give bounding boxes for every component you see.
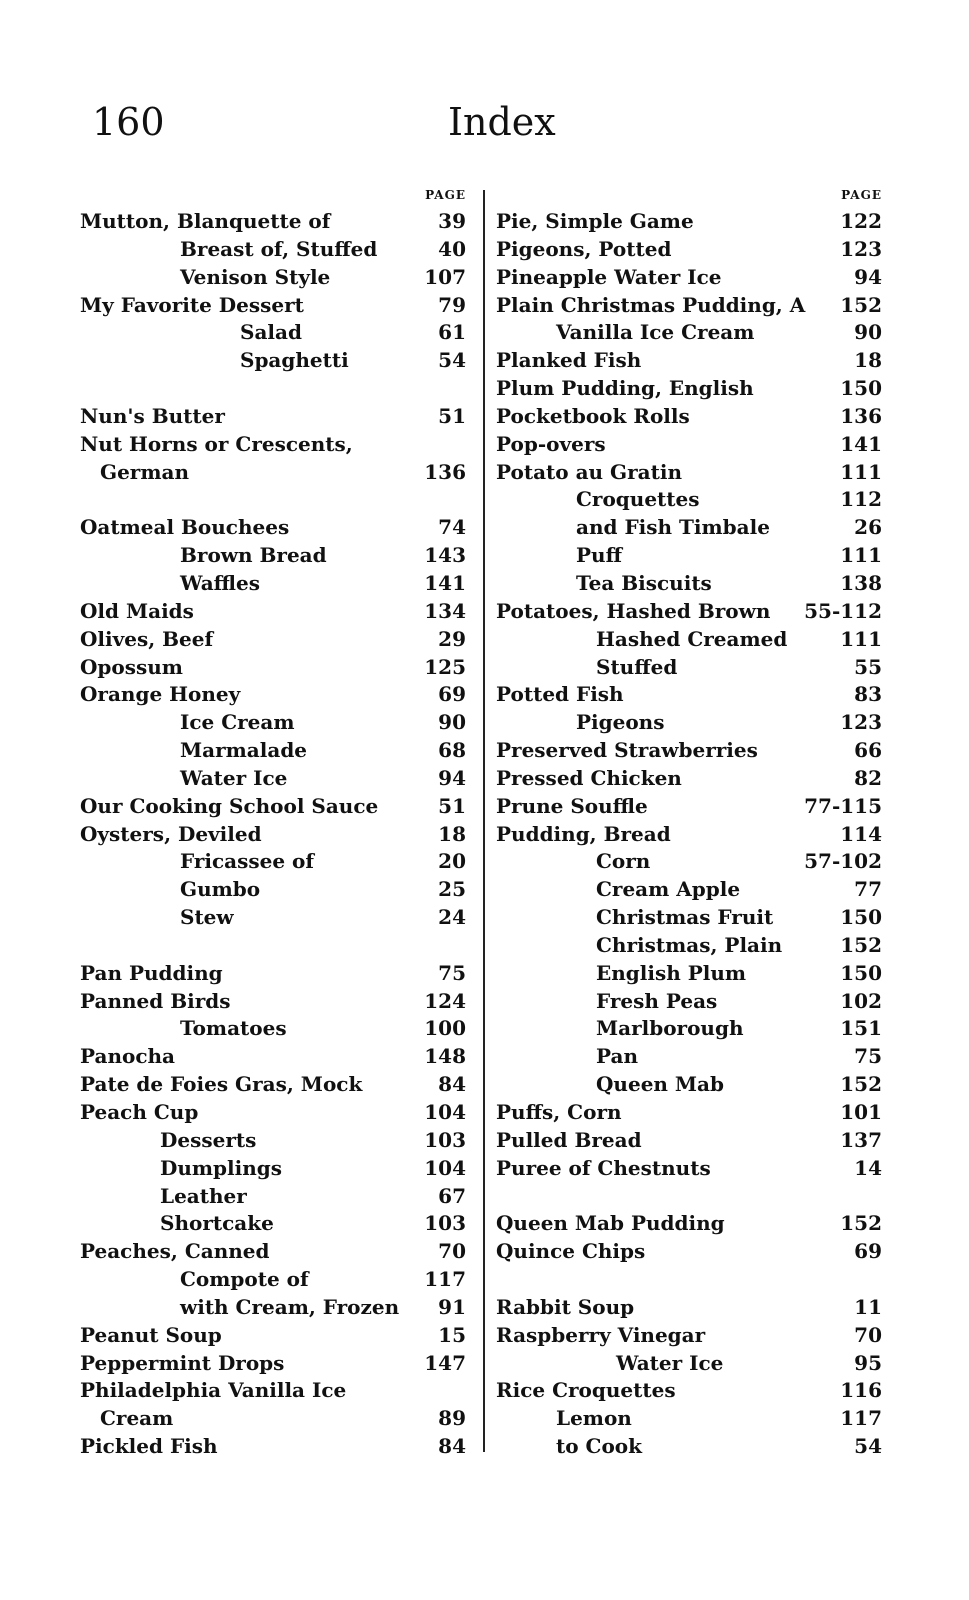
entry-page: 18: [438, 821, 466, 846]
entry-page: 79: [438, 292, 466, 317]
entry-page: 26: [854, 515, 882, 540]
index-entry: [80, 988, 472, 1016]
index-entry: [80, 821, 472, 849]
entry-page: 69: [438, 682, 466, 707]
entry-text: Rabbit Soup: [496, 1294, 635, 1319]
entry-text: Pan Pudding: [80, 960, 223, 985]
entry-page: 66: [854, 738, 882, 763]
index-entry: [496, 1210, 888, 1238]
entry-page: 11: [854, 1294, 882, 1319]
entry-text: Oatmeal Bouchees: [80, 515, 290, 540]
index-entry: [80, 1043, 472, 1071]
entry-page: 101: [840, 1100, 882, 1124]
entry-page: 14: [854, 1155, 882, 1180]
entry-text: Tomatoes: [180, 1016, 287, 1041]
index-entry: [80, 514, 472, 542]
entry-text: Ice Cream: [180, 710, 295, 735]
index-entry: [80, 208, 472, 236]
entry-text: Hashed Creamed: [596, 626, 788, 651]
entry-page: 104: [424, 1100, 466, 1124]
index-entry: [496, 1294, 888, 1322]
index-entry: [496, 960, 888, 988]
entry-page: 141: [424, 570, 466, 595]
entry-page: 150: [840, 376, 882, 401]
entry-page: 70: [438, 1239, 466, 1264]
entry-text: Brown Bread: [180, 543, 327, 568]
entry-text: Panocha: [80, 1044, 176, 1069]
index-entry: [496, 1322, 888, 1350]
entry-page: 95: [854, 1350, 882, 1375]
entry-text: Potatoes, Hashed Brown: [496, 598, 771, 623]
index-entry: [496, 292, 888, 320]
entry-text: Croquettes: [576, 487, 700, 512]
entry-text: Nut Horns or Crescents,: [80, 431, 353, 456]
entry-text: Puff: [576, 543, 622, 568]
entry-text: Christmas Fruit: [596, 905, 774, 930]
index-entry: [80, 403, 472, 431]
entry-page: 111: [840, 459, 882, 484]
index-entry: [496, 1350, 888, 1378]
entry-text: Peppermint Drops: [80, 1350, 285, 1375]
index-entry: [80, 598, 472, 626]
index-entry: [80, 1155, 472, 1183]
entry-text: Dumplings: [160, 1155, 283, 1180]
entry-page: 141: [840, 431, 882, 456]
index-entry: [496, 319, 888, 347]
index-entry: [80, 709, 472, 737]
index-entry: [496, 598, 888, 626]
entry-text: Peach Cup: [80, 1100, 199, 1124]
index-entry: [80, 1405, 472, 1433]
index-entry: [80, 681, 472, 709]
index-entry: [496, 403, 888, 431]
entry-text: Cream: [100, 1406, 174, 1431]
entry-text: Queen Mab: [596, 1072, 724, 1097]
entry-page: 91: [438, 1294, 466, 1319]
index-entry: [496, 1405, 888, 1433]
entry-page: 103: [424, 1127, 466, 1152]
index-entry: [496, 988, 888, 1016]
entry-text: German: [100, 459, 190, 484]
entry-text: Pigeons: [576, 710, 665, 735]
entry-page: 107: [424, 264, 466, 289]
entry-page: 75: [854, 1044, 882, 1069]
entry-page: 51: [438, 793, 466, 818]
index-entry: [80, 1377, 472, 1405]
index-entry: [496, 1155, 888, 1183]
entry-page: 148: [424, 1044, 466, 1069]
index-entry: [496, 681, 888, 709]
entry-page: 29: [438, 626, 466, 651]
entry-text: Leather: [160, 1183, 247, 1208]
index-entry: [80, 848, 472, 876]
entry-page: 137: [840, 1127, 882, 1152]
entry-text: Potted Fish: [496, 682, 624, 707]
entry-page: 20: [438, 849, 466, 874]
entry-text: Spaghetti: [240, 348, 349, 373]
entry-text: Lemon: [556, 1406, 632, 1431]
index-entry: [496, 264, 888, 292]
entry-page: 112: [840, 487, 882, 512]
entry-text: Panned Birds: [80, 988, 231, 1013]
index-entry: [496, 375, 888, 403]
index-entry: [80, 904, 472, 932]
entry-page: 124: [424, 988, 466, 1013]
index-entry: [496, 486, 888, 514]
entry-page: 111: [840, 626, 882, 651]
entry-text: Gumbo: [180, 877, 261, 902]
index-entry: [496, 1099, 888, 1127]
entry-text: Quince Chips: [496, 1239, 646, 1264]
index-entry: [496, 1015, 888, 1043]
entry-page: 136: [424, 459, 466, 484]
index-entry: [496, 848, 888, 876]
entry-page: 84: [438, 1434, 466, 1459]
entry-page: 25: [438, 877, 466, 902]
index-entry: [496, 514, 888, 542]
entry-page: 94: [854, 264, 882, 289]
index-entry: [496, 1266, 888, 1294]
entry-page: 39: [438, 209, 466, 233]
index-entry: [80, 1127, 472, 1155]
index-entry: [80, 431, 472, 459]
index-entry: [496, 1183, 888, 1211]
index-entry: [80, 264, 472, 292]
entry-text: Peaches, Canned: [80, 1239, 270, 1264]
entry-text: Peanut Soup: [80, 1322, 222, 1347]
index-entry: [80, 292, 472, 320]
index-entry: [80, 626, 472, 654]
entry-text: Fresh Peas: [596, 988, 718, 1013]
index-entry: [80, 236, 472, 264]
entry-page: 40: [438, 236, 466, 261]
column-divider: [483, 190, 485, 1452]
entry-text: English Plum: [596, 960, 747, 985]
entry-text: Water Ice: [616, 1350, 724, 1375]
index-entry: [80, 1071, 472, 1099]
entry-page: 136: [840, 403, 882, 428]
entry-text: Our Cooking School Sauce: [80, 793, 379, 818]
index-entry: [496, 347, 888, 375]
entry-text: Raspberry Vinegar: [496, 1322, 706, 1347]
index-entry: [496, 431, 888, 459]
index-entry: [496, 626, 888, 654]
entry-text: Pulled Bread: [496, 1127, 642, 1152]
entry-page: 75: [438, 960, 466, 985]
entry-text: to Cook: [556, 1434, 642, 1459]
index-entry: [496, 236, 888, 264]
entry-page: 116: [840, 1378, 882, 1403]
entry-page: 122: [840, 209, 882, 233]
index-entry: [80, 737, 472, 765]
index-entry: [80, 1294, 472, 1322]
entry-text: and Fish Timbale: [576, 515, 770, 540]
entry-page: 150: [840, 960, 882, 985]
entry-text: Pigeons, Potted: [496, 236, 672, 261]
entry-text: Breast of, Stuffed: [180, 236, 378, 261]
entry-page: 55: [854, 654, 882, 679]
index-entry: [496, 876, 888, 904]
entry-text: Pate de Foies Gras, Mock: [80, 1072, 363, 1097]
entry-page: 18: [854, 348, 882, 373]
entry-page: 117: [840, 1406, 882, 1431]
index-entry: [496, 1377, 888, 1405]
index-entry: [80, 319, 472, 347]
entry-text: Oysters, Deviled: [80, 821, 262, 846]
entry-page: 147: [424, 1350, 466, 1375]
entry-text: Compote of: [180, 1267, 309, 1292]
index-entry: [80, 1238, 472, 1266]
index-entry: [80, 1015, 472, 1043]
entry-page: 114: [840, 821, 882, 846]
index-entry: [496, 570, 888, 598]
entry-text: Plum Pudding, English: [496, 376, 754, 401]
index-entry: [80, 1099, 472, 1127]
entry-page: 70: [854, 1322, 882, 1347]
entry-page: 150: [840, 905, 882, 930]
index-entry: [80, 459, 472, 487]
entry-text: Christmas, Plain: [596, 932, 783, 957]
entry-page: 61: [438, 320, 466, 345]
entry-page: 57-102: [804, 849, 882, 874]
index-entry: [496, 1071, 888, 1099]
index-entry: [496, 1238, 888, 1266]
index-entry: [496, 737, 888, 765]
index-entry: [496, 1127, 888, 1155]
entry-page: 94: [438, 765, 466, 790]
entry-page: 152: [840, 932, 882, 957]
entry-page: 51: [438, 403, 466, 428]
entry-page: 138: [840, 570, 882, 595]
entry-page: 15: [438, 1322, 466, 1347]
entry-text: with Cream, Frozen: [180, 1294, 400, 1319]
index-entry: [496, 904, 888, 932]
entry-text: Plain Christmas Pudding, A: [496, 292, 806, 317]
page-column-label: PAGE: [425, 188, 466, 202]
entry-page: 90: [438, 710, 466, 735]
entry-text: Stew: [180, 905, 234, 930]
entry-page: 125: [424, 654, 466, 679]
index-entry: [80, 960, 472, 988]
entry-text: Preserved Strawberries: [496, 738, 758, 763]
index-entry: [80, 793, 472, 821]
entry-page: 152: [840, 1072, 882, 1097]
index-entry: [80, 1322, 472, 1350]
index-entry: [80, 1210, 472, 1238]
entry-page: 24: [438, 905, 466, 930]
entry-page: 123: [840, 236, 882, 261]
entry-page: 143: [424, 543, 466, 568]
entry-page: 74: [438, 515, 466, 540]
entry-text: Pudding, Bread: [496, 821, 671, 846]
entry-text: Puffs, Corn: [496, 1100, 622, 1124]
entry-text: Fricassee of: [180, 849, 314, 874]
entry-page: 102: [840, 988, 882, 1013]
entry-text: Queen Mab Pudding: [496, 1211, 725, 1236]
entry-text: Prune Souffle: [496, 793, 648, 818]
index-entry: [80, 1350, 472, 1378]
entry-page: 67: [438, 1183, 466, 1208]
entry-page: 103: [424, 1211, 466, 1236]
index-entry: [80, 486, 472, 514]
entry-text: Pie, Simple Game: [496, 209, 694, 233]
index-entry: [80, 765, 472, 793]
entry-text: Pressed Chicken: [496, 765, 682, 790]
index-entry: [80, 375, 472, 403]
index-entry: [80, 1433, 472, 1461]
entry-page: 82: [854, 765, 882, 790]
entry-text: Corn: [596, 849, 651, 874]
entry-text: Nun's Butter: [80, 403, 225, 428]
entry-page: 111: [840, 543, 882, 568]
index-entry: [496, 765, 888, 793]
index-entry: [496, 709, 888, 737]
entry-text: Mutton, Blanquette of: [80, 209, 331, 233]
entry-page: 151: [840, 1016, 882, 1041]
entry-text: Stuffed: [596, 654, 678, 679]
entry-text: Desserts: [160, 1127, 257, 1152]
entry-text: Venison Style: [180, 264, 331, 289]
entry-text: Vanilla Ice Cream: [556, 320, 755, 345]
entry-text: Pan: [596, 1044, 639, 1069]
index-entry: [496, 793, 888, 821]
entry-text: Pocketbook Rolls: [496, 403, 690, 428]
index-entry: [80, 542, 472, 570]
entry-text: Puree of Chestnuts: [496, 1155, 711, 1180]
entry-page: 55-112: [804, 598, 882, 623]
index-entry: [80, 876, 472, 904]
entry-text: Pineapple Water Ice: [496, 264, 722, 289]
entry-text: Waffles: [180, 570, 260, 595]
entry-text: Old Maids: [80, 598, 194, 623]
entry-text: Rice Croquettes: [496, 1378, 676, 1403]
entry-text: Potato au Gratin: [496, 459, 682, 484]
page-number: 160: [92, 100, 165, 144]
entry-page: 54: [438, 348, 466, 373]
entry-text: Planked Fish: [496, 348, 642, 373]
index-entry: [80, 1183, 472, 1211]
index-entry: [80, 932, 472, 960]
entry-page: 90: [854, 320, 882, 345]
entry-text: Cream Apple: [596, 877, 741, 902]
entry-text: Pickled Fish: [80, 1434, 218, 1459]
index-entry: [80, 654, 472, 682]
entry-text: Orange Honey: [80, 682, 241, 707]
entry-text: Tea Biscuits: [576, 570, 712, 595]
entry-page: 84: [438, 1072, 466, 1097]
index-entry: [496, 459, 888, 487]
entry-page: 68: [438, 738, 466, 763]
index-entry: [496, 1433, 888, 1461]
entry-page: 123: [840, 710, 882, 735]
index-entry: [496, 654, 888, 682]
entry-page: 77: [854, 877, 882, 902]
entry-page: 77-115: [804, 793, 882, 818]
entry-page: 100: [424, 1016, 466, 1041]
entry-text: Shortcake: [160, 1211, 274, 1236]
entry-page: 104: [424, 1155, 466, 1180]
entry-text: Opossum: [80, 654, 183, 679]
index-column-left: [80, 188, 472, 1461]
entry-page: 134: [424, 598, 466, 623]
index-entry: [496, 208, 888, 236]
entry-text: Marmalade: [180, 738, 308, 763]
entry-text: Pop-overs: [496, 431, 606, 456]
entry-page: 117: [424, 1267, 466, 1292]
entry-text: Marlborough: [596, 1016, 744, 1041]
index-entry: [496, 1043, 888, 1071]
entry-page: 83: [854, 682, 882, 707]
index-entry: [80, 570, 472, 598]
index-entry: [80, 347, 472, 375]
entry-text: Salad: [240, 320, 302, 345]
index-entry: [496, 542, 888, 570]
entry-page: 152: [840, 292, 882, 317]
page-column-label: PAGE: [841, 188, 882, 202]
index-entry: [80, 1266, 472, 1294]
index-column-right: [496, 188, 888, 1461]
entry-page: 89: [438, 1406, 466, 1431]
entry-text: Philadelphia Vanilla Ice: [80, 1378, 347, 1403]
index-entry: [496, 821, 888, 849]
entry-text: Water Ice: [180, 765, 288, 790]
entry-text: My Favorite Dessert: [80, 292, 304, 317]
entry-text: Olives, Beef: [80, 626, 214, 651]
entry-page: 54: [854, 1434, 882, 1459]
index-entry: [496, 932, 888, 960]
page-title: Index: [448, 100, 556, 144]
entry-page: 69: [854, 1239, 882, 1264]
entry-page: 152: [840, 1211, 882, 1236]
